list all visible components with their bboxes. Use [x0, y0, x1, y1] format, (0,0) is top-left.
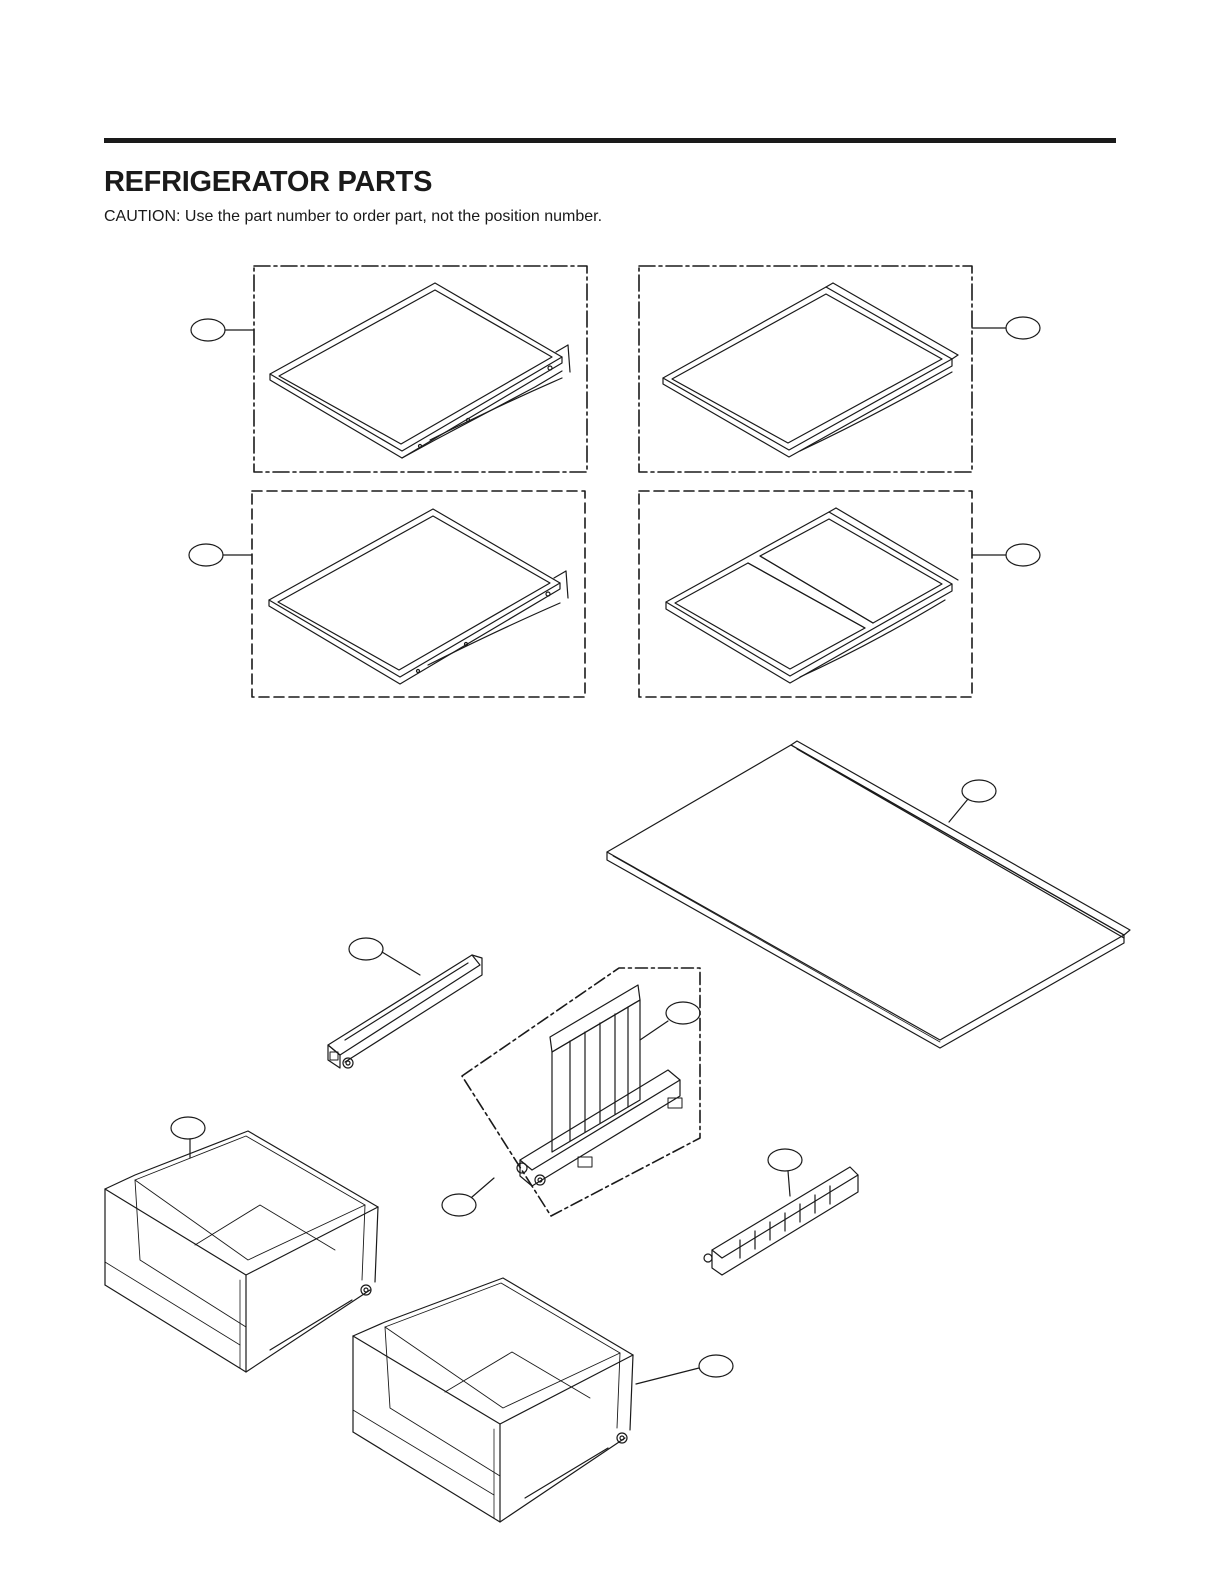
callout-split-shelf — [972, 544, 1040, 566]
shelf-assembly-top-right — [639, 266, 972, 472]
divider-assembly — [462, 968, 700, 1216]
callout-rail-guide-right — [768, 1149, 802, 1196]
callout-rail-guide-left — [349, 938, 420, 975]
shelf-assembly-top-left — [254, 266, 587, 472]
callout-shelf-top-right — [972, 317, 1040, 339]
split-shelf-assembly — [639, 491, 972, 697]
callout-divider — [640, 1002, 700, 1040]
rail-guide-right — [704, 1167, 858, 1275]
shelf-assembly-middle-left — [252, 491, 585, 697]
caution-note: CAUTION: Use the part number to order part, not the position number. — [104, 208, 603, 225]
rail-guide-left — [328, 955, 482, 1068]
callout-drawer-lower — [636, 1355, 733, 1384]
callout-shelf-middle-left — [189, 544, 252, 566]
callout-shelf-top-left — [191, 319, 254, 341]
page-title: REFRIGERATOR PARTS — [104, 166, 433, 198]
callout-divider-rail — [442, 1178, 494, 1216]
callout-drawer-upper — [171, 1117, 205, 1158]
vegetable-drawer-upper — [105, 1131, 378, 1372]
vegetable-drawer-lower — [353, 1278, 633, 1522]
callout-cover-glass — [949, 780, 996, 822]
